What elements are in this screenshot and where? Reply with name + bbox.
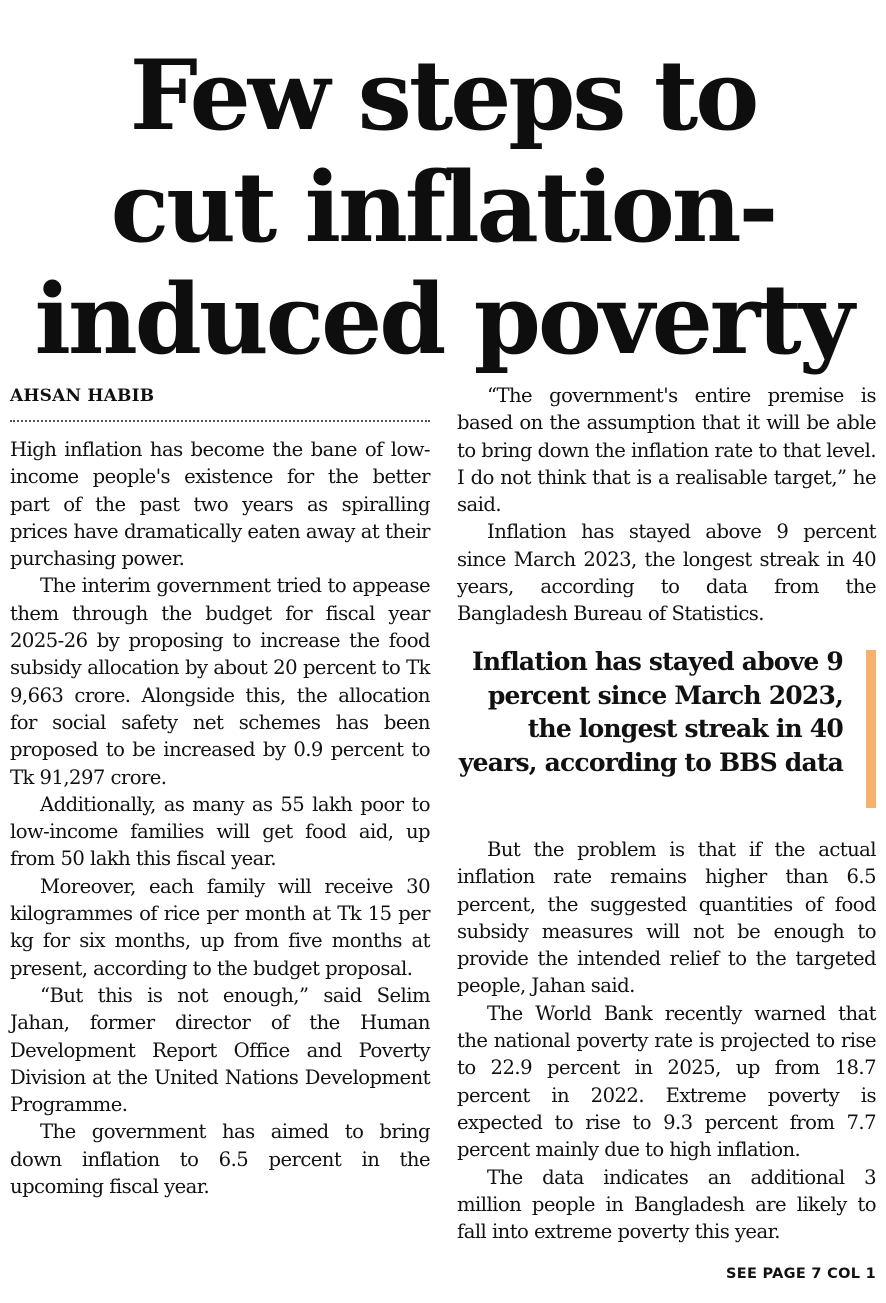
paragraph: High inflation has become the bane of low-income people's existence for the better part of the past two years as spiralling prices have dramatically eaten away at their purchasing power.	[10, 438, 430, 571]
byline: AHSAN HABIB	[10, 386, 155, 406]
paragraph: The World Bank recently warned that the national poverty rate is projected to rise to 22.9 percent in 2025, up from 18.7 percent in 2022. Extreme poverty is expected to rise to 9.3 percent from 7.7 percent mainly due to high inflation.	[457, 1001, 876, 1162]
headline-line-3: induced poverty	[34, 263, 852, 376]
article-right-column-top	[457, 382, 876, 628]
continued-on-page-link[interactable]: SEE PAGE 7 COL 1	[726, 1266, 876, 1282]
paragraph: Moreover, each family will receive 30 kilogrammes of rice per month at Tk 15 per kg for six months, up from five months at present, according to the budget proposal.	[10, 874, 430, 980]
pull-quote-accent-bar	[866, 650, 876, 808]
paragraph: “The government's entire premise is based on the assumption that it will be able to bring down the inflation rate to that level. I do not think that is a realisable target,” he said.	[457, 384, 876, 517]
byline-divider	[10, 420, 430, 422]
paragraph: Additionally, as many as 55 lakh poor to low-income families will get food aid, up from 50 lakh this fiscal year.	[10, 792, 430, 871]
article-right-column-bottom	[457, 836, 876, 1245]
paragraph: The interim government tried to appease them through the budget for fiscal year 2025-26 by proposing to increase the food subsidy allocation by about 20 percent to Tk 9,663 crore. Alongside this, the allocation for social safety net schemes has been proposed to be increased by 0.9 percent to Tk 91,297 crore.	[10, 574, 430, 789]
paragraph: Inflation has stayed above 9 percent since March 2023, the longest streak in 40 years, according to data from the Bangladesh Bureau of Statistics.	[457, 520, 876, 626]
paragraph: “But this is not enough,” said Selim Jahan, former director of the Human Development Report Office and Poverty Division at the United Nations Development Programme.	[10, 983, 430, 1117]
paragraph: But the problem is that if the actual inflation rate remains higher than 6.5 percent, the suggested quantities of food subsidy measures will not be enough to provide the intended relief to the targeted people, Jahan said.	[457, 838, 876, 998]
paragraph: The data indicates an additional 3 million people in Bangladesh are likely to fall into extreme poverty this year.	[457, 1165, 876, 1244]
paragraph: The government has aimed to bring down inflation to 6.5 percent in the upcoming fiscal year.	[10, 1120, 430, 1199]
pull-quote: Inflation has stayed above 9 percent since March 2023, the longest streak in 40 years, according to BBS data	[458, 647, 843, 777]
headline	[10, 40, 876, 376]
article-left-column	[10, 436, 430, 1200]
headline-line-1: Few steps to	[129, 39, 757, 152]
headline-line-2: cut inflation-	[110, 151, 776, 264]
